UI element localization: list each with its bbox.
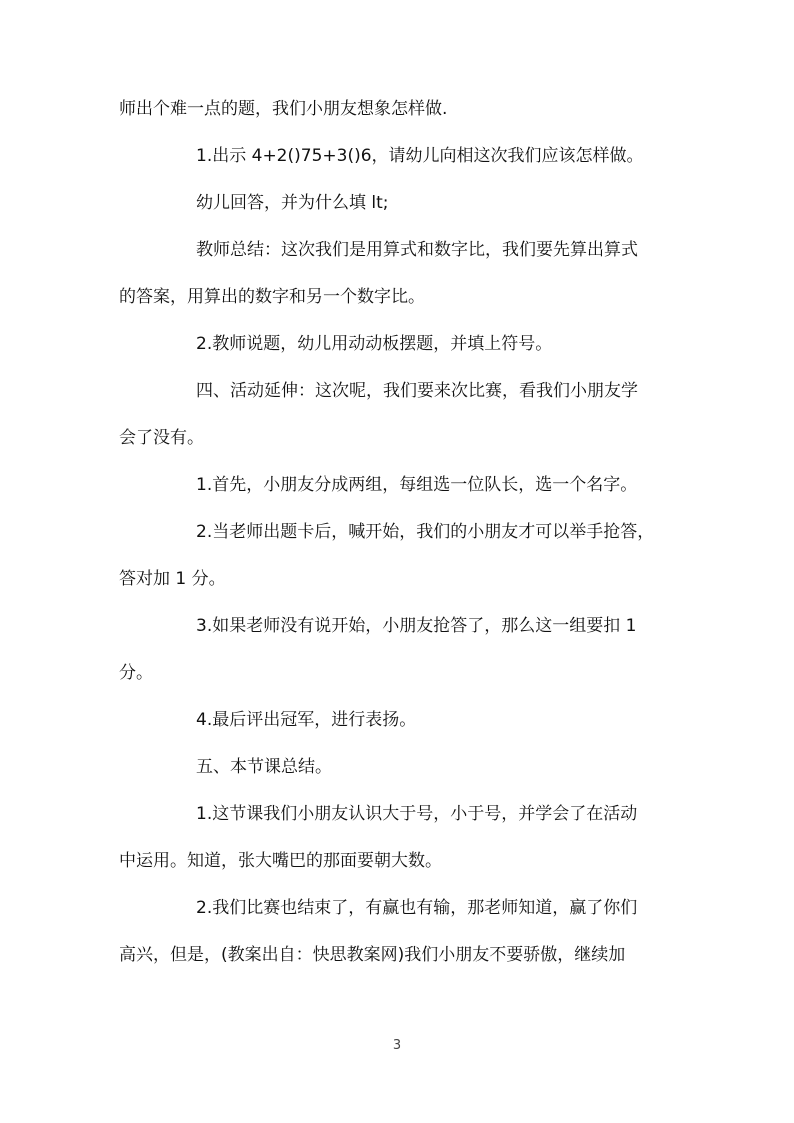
- text-line: 2.当老师出题卡后，喊开始，我们的小朋友才可以举手抢答，: [196, 522, 655, 542]
- text-line: 1.首先，小朋友分成两组，每组选一位队长，选一个名字。: [196, 475, 638, 495]
- text-line: 师出个难一点的题，我们小朋友想象怎样做.: [119, 99, 448, 119]
- text-line: 四、活动延伸：这次呢，我们要来次比赛，看我们小朋友学: [196, 381, 638, 401]
- text-line: 高兴，但是，(教案出自：快思教案网)我们小朋友不要骄傲，继续加: [119, 945, 626, 965]
- text-line: 中运用。知道，张大嘴巴的那面要朝大数。: [119, 851, 442, 871]
- document-body: [119, 92, 684, 985]
- text-line: 1.出示 4+2()75+3()6，请幼儿向相这次我们应该怎样做。: [196, 146, 644, 166]
- text-line: 教师总结：这次我们是用算式和数字比，我们要先算出算式: [196, 240, 638, 260]
- text-line: 分。: [119, 663, 153, 683]
- text-line: 五、本节课总结。: [196, 757, 332, 777]
- text-line: 2.我们比赛也结束了，有赢也有输，那老师知道，赢了你们: [196, 898, 638, 918]
- text-line: 幼儿回答，并为什么填 lt;: [196, 193, 389, 213]
- text-line: 3.如果老师没有说开始，小朋友抢答了，那么这一组要扣 1: [196, 616, 637, 636]
- text-line: 1.这节课我们小朋友认识大于号，小于号，并学会了在活动: [196, 804, 638, 824]
- text-line: 的答案，用算出的数字和另一个数字比。: [119, 287, 425, 307]
- text-line: 2.教师说题，幼儿用动动板摆题，并填上符号。: [196, 334, 553, 354]
- text-line: 会了没有。: [119, 428, 204, 448]
- page-number: 3: [392, 1038, 402, 1053]
- text-line: 答对加 1 分。: [119, 569, 226, 589]
- text-line: 4.最后评出冠军，进行表扬。: [196, 710, 417, 730]
